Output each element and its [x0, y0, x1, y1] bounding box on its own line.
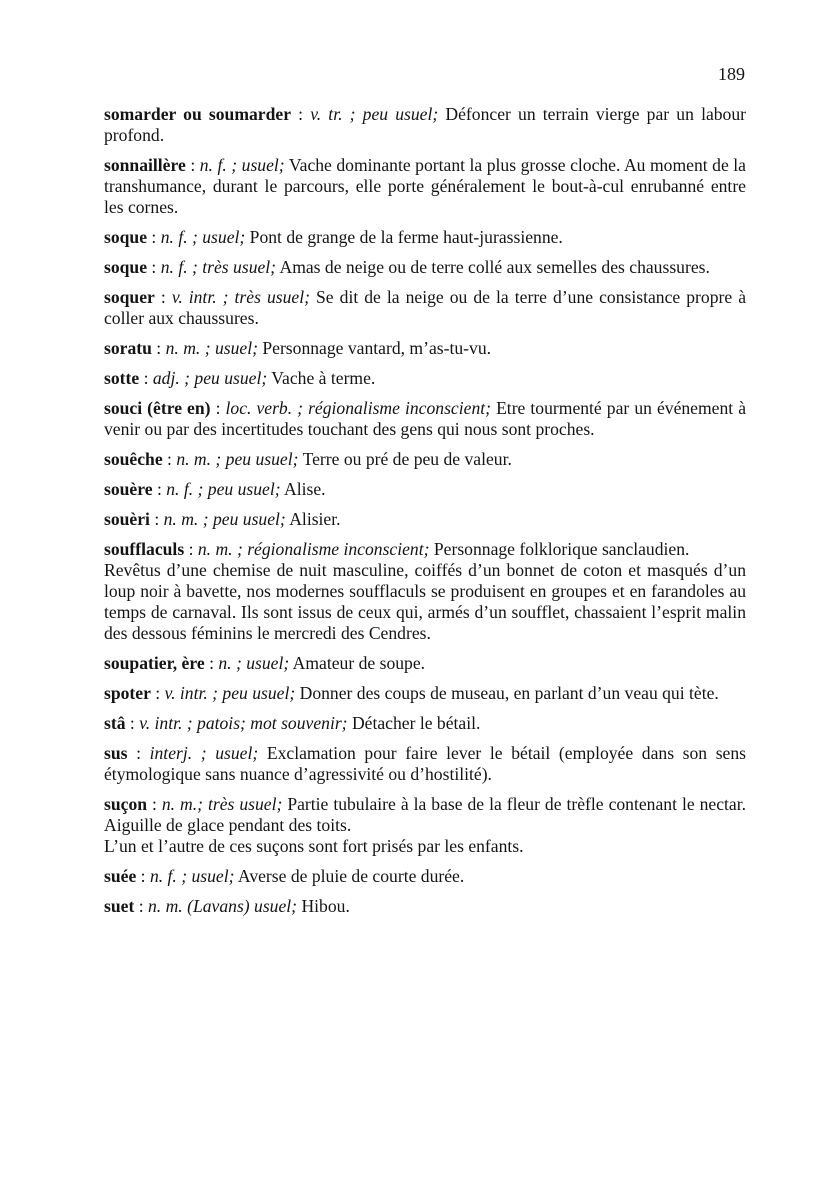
- dictionary-entry: [104, 653, 746, 674]
- dictionary-entry: [104, 449, 746, 470]
- page-number: 189: [718, 64, 745, 84]
- dictionary-entry: [104, 287, 746, 329]
- entry-definition: Pont de grange de la ferme haut-jurassienne.: [249, 227, 563, 247]
- entry-grammar: v. tr. ; peu usuel;: [310, 104, 439, 124]
- entry-headword: soupatier, ère: [104, 653, 205, 673]
- dictionary-entry: [104, 398, 746, 440]
- entry-extra-paragraph: L’un et l’autre de ces suçons sont fort prisés par les enfants.: [104, 836, 524, 856]
- dictionary-entry: [104, 896, 746, 917]
- entry-paragraph: suçon : n. m.; très usuel; Partie tubulaire à la base de la fleur de trèfle contenant le nectar. Aiguille de glace pendant des toits.: [104, 794, 747, 835]
- entry-grammar: n. m. ; régionalisme inconscient;: [197, 539, 430, 559]
- entry-paragraph: stâ : v. intr. ; patois; mot souvenir; Détacher le bétail.: [104, 713, 481, 733]
- dictionary-entry: [104, 539, 746, 644]
- entry-grammar: interj. ; usuel;: [149, 743, 259, 763]
- entry-paragraph: suée : n. f. ; usuel; Averse de pluie de courte durée.: [104, 866, 465, 886]
- entry-definition: Personnage vantard, m’as-tu-vu.: [262, 338, 492, 358]
- entry-headword: soque: [104, 257, 148, 277]
- entry-extra-paragraph: Revêtus d’une chemise de nuit masculine, coiffés d’un bonnet de coton et masqués d’un loup noir à bavette, nos modernes soufflaculs se produisent en groupes et en farandoles au temps de carnaval. Ils sont issus de ceux qui, armés d’un soufflet, chassaient l’esprit malin des dessous féminins le mercredi des Cendres.: [104, 560, 746, 643]
- entry-definition: Averse de pluie de courte durée.: [237, 866, 465, 886]
- entry-headword: suet: [104, 896, 135, 916]
- entry-grammar: n. f. ; très usuel;: [160, 257, 277, 277]
- dictionary-entry: [104, 155, 746, 218]
- entry-definition: Donner des coups de museau, en parlant d’un veau qui tète.: [299, 683, 719, 703]
- entry-headword: souêche: [104, 449, 163, 469]
- entry-headword: spoter: [104, 683, 151, 703]
- entry-grammar: adj. ; peu usuel;: [152, 368, 268, 388]
- entry-definition: Vache à terme.: [271, 368, 376, 388]
- entry-definition: Détacher le bétail.: [351, 713, 481, 733]
- entry-headword: sonnaillère: [104, 155, 186, 175]
- entry-paragraph: somarder ou soumarder : v. tr. ; peu usuel; Défoncer un terrain vierge par un labour profond.: [104, 104, 747, 145]
- entry-grammar: v. intr. ; très usuel;: [171, 287, 310, 307]
- entry-grammar: n. m. (Lavans) usuel;: [148, 896, 298, 916]
- entry-headword: souère: [104, 479, 153, 499]
- dictionary-entry: [104, 866, 746, 887]
- entry-headword: suçon: [104, 794, 148, 814]
- entry-headword: stâ: [104, 713, 126, 733]
- entry-headword: sotte: [104, 368, 140, 388]
- dictionary-entry: [104, 509, 746, 530]
- entry-paragraph: soupatier, ère : n. ; usuel; Amateur de soupe.: [104, 653, 426, 673]
- dictionary-entry: [104, 479, 746, 500]
- dictionary-entry: [104, 227, 746, 248]
- entry-definition: Etre tourmenté par un événement à venir ou par des incertitudes touchant des gens qui nous sont proches.: [104, 398, 747, 439]
- entry-definition: Partie tubulaire à la base de la fleur de trèfle contenant le nectar. Aiguille de glace pendant des toits.: [104, 794, 747, 835]
- entry-paragraph: soque : n. f. ; très usuel; Amas de neige ou de terre collé aux semelles des chaussures.: [104, 257, 710, 277]
- entry-grammar: loc. verb. ; régionalisme inconscient;: [225, 398, 491, 418]
- entry-headword: souèri: [104, 509, 150, 529]
- entry-grammar: n. f. ; usuel;: [149, 866, 235, 886]
- dictionary-entry: [104, 104, 746, 146]
- entry-paragraph: sus : interj. ; usuel; Exclamation pour faire lever le bétail (employée dans son sens étymologique sans nuance d’agressivité ou d’hostilité).: [104, 743, 747, 784]
- dictionary-entries: [104, 104, 746, 926]
- entry-grammar: n. f. ; usuel;: [199, 155, 285, 175]
- entry-grammar: n. ; usuel;: [218, 653, 290, 673]
- entry-headword: soratu: [104, 338, 152, 358]
- entry-headword: soque: [104, 227, 148, 247]
- entry-definition: Personnage folklorique sanclaudien.: [433, 539, 690, 559]
- entry-grammar: n. f. ; peu usuel;: [166, 479, 281, 499]
- dictionary-entry: [104, 338, 746, 359]
- dictionary-entry: [104, 368, 746, 389]
- entry-definition: Alise.: [284, 479, 326, 499]
- entry-definition: Amateur de soupe.: [292, 653, 426, 673]
- entry-headword: soquer: [104, 287, 155, 307]
- entry-paragraph: soratu : n. m. ; usuel; Personnage vantard, m’as-tu-vu.: [104, 338, 492, 358]
- entry-definition: Se dit de la neige ou de la terre d’une consistance propre à coller aux chaussures.: [104, 287, 747, 328]
- entry-definition: Amas de neige ou de terre collé aux semelles des chaussures.: [279, 257, 710, 277]
- dictionary-entry: [104, 683, 746, 704]
- entry-grammar: n. m. ; usuel;: [165, 338, 258, 358]
- entry-definition: Alisier.: [289, 509, 341, 529]
- entry-headword: soufflaculs: [104, 539, 185, 559]
- dictionary-entry: [104, 257, 746, 278]
- entry-paragraph: souère : n. f. ; peu usuel; Alise.: [104, 479, 326, 499]
- entry-paragraph: souêche : n. m. ; peu usuel; Terre ou pré de peu de valeur.: [104, 449, 512, 469]
- entry-definition: Vache dominante portant la plus grosse cloche. Au moment de la transhumance, durant le parcours, elle porte généralement le bout-à-cul enrubanné entre les cornes.: [104, 155, 746, 217]
- dictionary-entry: [104, 743, 746, 785]
- entry-definition: Hibou.: [301, 896, 350, 916]
- entry-headword: souci (être en): [104, 398, 211, 418]
- entry-paragraph: sotte : adj. ; peu usuel; Vache à terme.: [104, 368, 376, 388]
- entry-paragraph: souèri : n. m. ; peu usuel; Alisier.: [104, 509, 341, 529]
- entry-grammar: n. m. ; peu usuel;: [163, 509, 286, 529]
- entry-grammar: n. m. ; peu usuel;: [176, 449, 299, 469]
- entry-definition: Exclamation pour faire lever le bétail (employée dans son sens étymologique sans nuance d’agressivité ou d’hostilité).: [104, 743, 747, 784]
- entry-paragraph: sonnaillère : n. f. ; usuel; Vache dominante portant la plus grosse cloche. Au moment de la transhumance, durant le parcours, elle porte généralement le bout-à-cul enrubanné entre les cornes.: [104, 155, 746, 217]
- entry-headword: somarder ou soumarder: [104, 104, 291, 124]
- entry-grammar: n. f. ; usuel;: [160, 227, 246, 247]
- entry-grammar: v. intr. ; peu usuel;: [164, 683, 296, 703]
- entry-paragraph: spoter : v. intr. ; peu usuel; Donner des coups de museau, en parlant d’un veau qui tète.: [104, 683, 719, 703]
- entry-grammar: v. intr. ; patois; mot souvenir;: [139, 713, 348, 733]
- entry-paragraph: suet : n. m. (Lavans) usuel; Hibou.: [104, 896, 350, 916]
- entry-paragraph: soquer : v. intr. ; très usuel; Se dit de la neige ou de la terre d’une consistance propre à coller aux chaussures.: [104, 287, 747, 328]
- entry-definition: Terre ou pré de peu de valeur.: [302, 449, 512, 469]
- entry-paragraph: soque : n. f. ; usuel; Pont de grange de la ferme haut-jurassienne.: [104, 227, 563, 247]
- entry-grammar: n. m.; très usuel;: [161, 794, 283, 814]
- entry-headword: sus: [104, 743, 128, 763]
- entry-headword: suée: [104, 866, 137, 886]
- dictionary-entry: [104, 713, 746, 734]
- entry-paragraph: soufflaculs : n. m. ; régionalisme inconscient; Personnage folklorique sanclaudien.: [104, 539, 690, 559]
- dictionary-entry: [104, 794, 746, 857]
- entry-paragraph: souci (être en) : loc. verb. ; régionalisme inconscient; Etre tourmenté par un événement à venir ou par des incertitudes touchant des gens qui nous sont proches.: [104, 398, 747, 439]
- entry-definition: Défoncer un terrain vierge par un labour profond.: [104, 104, 747, 145]
